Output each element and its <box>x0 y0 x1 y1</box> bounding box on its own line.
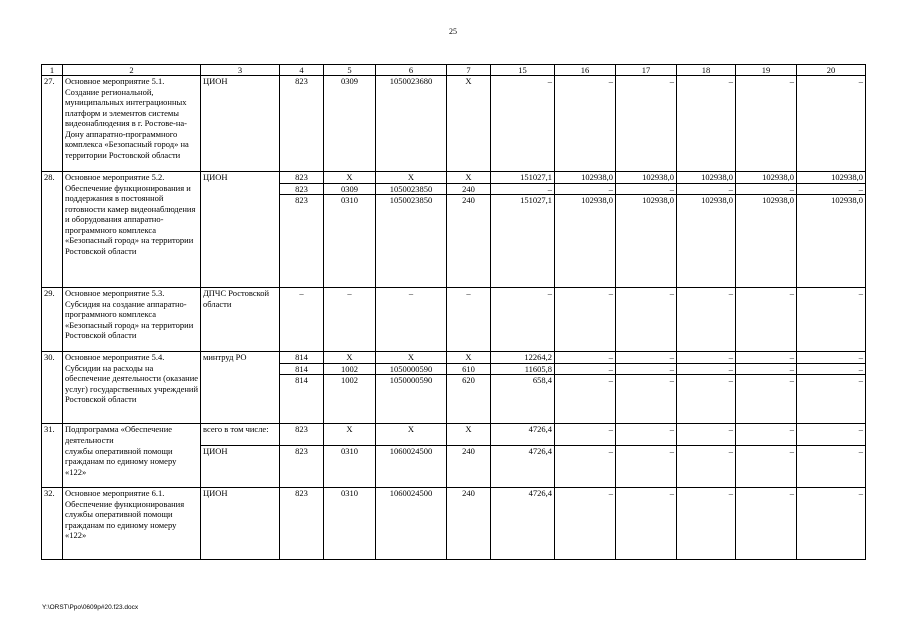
cell-value: – <box>789 488 794 498</box>
cell-value: 102938,0 <box>616 195 676 206</box>
table-row <box>42 172 866 288</box>
cell-value: 1050000590 <box>376 363 446 375</box>
cell-value: – <box>728 488 733 498</box>
value-column <box>324 76 376 172</box>
cell-value: 102938,0 <box>831 172 863 182</box>
cell-value: 240 <box>447 446 491 488</box>
cell-value: – <box>555 424 616 446</box>
value-column <box>555 288 616 352</box>
table-row <box>42 424 866 446</box>
value-column <box>555 488 616 560</box>
cell-value: Х <box>346 352 353 362</box>
value-column <box>447 76 491 172</box>
cell-value: – <box>555 375 615 386</box>
value-column <box>447 352 491 424</box>
table-row <box>42 446 866 488</box>
header-cell: 6 <box>376 65 447 76</box>
cell-value: – <box>797 363 865 375</box>
cell-value: 1050023850 <box>376 195 446 206</box>
value-column <box>797 288 866 352</box>
cell-value: 0309 <box>324 183 375 195</box>
cell-value: 823 <box>295 488 308 498</box>
cell-value: – <box>547 76 552 86</box>
cell-value: – <box>858 352 863 362</box>
cell-value: – <box>858 488 863 498</box>
cell-value: – <box>736 375 796 386</box>
value-column <box>280 488 324 560</box>
cell-value: Х <box>465 352 472 362</box>
cell-value: 823 <box>280 424 324 446</box>
cell-value: Х <box>376 424 447 446</box>
cell-value: – <box>858 76 863 86</box>
cell-value: 102938,0 <box>762 172 794 182</box>
cell-value: 0309 <box>341 76 358 86</box>
header-cell: 3 <box>201 65 280 76</box>
cell-value: 814 <box>280 375 323 386</box>
cell-value: – <box>736 424 797 446</box>
cell-value: Х <box>447 424 491 446</box>
value-column <box>736 172 797 288</box>
row-name: Подпрограмма «Обеспечение деятельности <box>63 424 201 446</box>
value-column <box>616 288 677 352</box>
header-cell: 19 <box>736 65 797 76</box>
cell-value: – <box>616 375 676 386</box>
cell-value: – <box>728 352 733 362</box>
value-column <box>376 352 447 424</box>
value-column <box>736 288 797 352</box>
cell-value: 620 <box>447 375 490 386</box>
cell-value: 823 <box>280 183 323 195</box>
cell-value: – <box>347 288 352 298</box>
row-executor: ЦИОН <box>201 172 280 288</box>
value-column <box>280 172 324 288</box>
cell-value: 1050000590 <box>376 375 446 386</box>
value-column <box>491 488 555 560</box>
cell-value: 102938,0 <box>555 195 615 206</box>
value-column <box>797 352 866 424</box>
cell-value: 1050023680 <box>389 76 433 86</box>
value-column <box>797 76 866 172</box>
cell-value: – <box>669 76 674 86</box>
cell-value: 1060024500 <box>376 446 447 488</box>
row-name: Основное мероприятие 5.1. Создание региональной, муниципальных интеграционных платформ и элементов системы видеонаблюдения в г. Ростове-на-Дону аппаратно-программного комплекса «Безопасный город» на территории Ростовской области <box>63 76 201 172</box>
cell-value: 240 <box>462 488 475 498</box>
cell-value: – <box>789 352 794 362</box>
cell-value: 102938,0 <box>701 172 733 182</box>
cell-value: 1002 <box>324 375 375 386</box>
cell-value: Х <box>346 172 353 182</box>
cell-value: 11605,8 <box>491 363 554 375</box>
value-column <box>677 172 736 288</box>
cell-value: 102938,0 <box>736 195 796 206</box>
row-name: Основное мероприятие 6.1. Обеспечение функционирования службы оперативной помощи гражданам по единому номеру «122» <box>63 488 201 560</box>
value-column <box>280 76 324 172</box>
row-name: службы оперативной помощи гражданам по единому номеру «122» <box>63 446 201 488</box>
value-column <box>736 76 797 172</box>
cell-value: – <box>677 183 735 195</box>
cell-value: – <box>677 363 735 375</box>
table-row <box>42 288 866 352</box>
cell-value: 102938,0 <box>797 195 865 206</box>
cell-value: – <box>608 288 613 298</box>
header-row <box>42 65 866 76</box>
cell-value: 823 <box>295 76 308 86</box>
cell-value: 823 <box>295 172 308 182</box>
row-name: Основное мероприятие 5.3. Субсидия на создание аппаратно-программного комплекса «Безопасный город» на территории Ростовской области <box>63 288 201 352</box>
cell-value: 4726,4 <box>528 488 552 498</box>
value-column <box>616 76 677 172</box>
cell-value: 102938,0 <box>677 195 735 206</box>
cell-value: 102938,0 <box>642 172 674 182</box>
cell-value: 240 <box>447 183 490 195</box>
cell-value: – <box>466 288 471 298</box>
cell-value: 814 <box>295 352 308 362</box>
footer-file-path: Y:\ORST\Ppo\0609p#20.f23.docx <box>42 604 139 611</box>
value-column <box>491 288 555 352</box>
cell-value: – <box>797 424 866 446</box>
cell-value: 814 <box>280 363 323 375</box>
cell-value: – <box>797 375 865 386</box>
value-column <box>447 488 491 560</box>
value-column <box>616 172 677 288</box>
cell-value: – <box>616 183 676 195</box>
cell-value: 240 <box>447 195 490 206</box>
value-column <box>280 352 324 424</box>
header-cell: 17 <box>616 65 677 76</box>
cell-value: – <box>728 288 733 298</box>
cell-value: – <box>608 76 613 86</box>
cell-value: Х <box>407 172 415 182</box>
cell-value: 4726,4 <box>491 446 555 488</box>
cell-value: – <box>669 352 674 362</box>
cell-value: – <box>616 363 676 375</box>
value-column <box>797 488 866 560</box>
value-column <box>555 352 616 424</box>
page-number: 25 <box>449 27 457 36</box>
cell-value: 0310 <box>341 488 358 498</box>
cell-value: – <box>555 183 615 195</box>
cell-value: 1002 <box>324 363 375 375</box>
cell-value: – <box>608 488 613 498</box>
row-name: Основное мероприятие 5.2. Обеспечение функционирования и поддержания в постоянной готовности камер видеонаблюдения и оборудования аппаратно-программного комплекса «Безопасный город» на территории Ростовской области <box>63 172 201 288</box>
row-executor: ДПЧС Ростовской области <box>201 288 280 352</box>
value-column <box>555 76 616 172</box>
value-column <box>376 488 447 560</box>
header-cell: 5 <box>324 65 376 76</box>
cell-value: – <box>736 446 797 488</box>
value-column <box>324 488 376 560</box>
header-cell: 16 <box>555 65 616 76</box>
cell-value: – <box>736 363 796 375</box>
header-cell: 7 <box>447 65 491 76</box>
budget-table <box>41 64 866 560</box>
cell-value: – <box>299 288 304 298</box>
value-column <box>376 288 447 352</box>
value-column <box>280 288 324 352</box>
cell-value: 102938,0 <box>581 172 613 182</box>
row-executor: минтруд РО <box>201 352 280 424</box>
value-column <box>491 76 555 172</box>
row-executor: ЦИОН <box>201 76 280 172</box>
value-column <box>324 352 376 424</box>
cell-value: – <box>736 183 796 195</box>
cell-value: 151027,1 <box>520 172 552 182</box>
value-column <box>447 288 491 352</box>
table-row <box>42 352 866 424</box>
value-column <box>376 172 447 288</box>
cell-value: 823 <box>280 195 323 206</box>
cell-value: – <box>669 488 674 498</box>
value-column <box>677 288 736 352</box>
value-column <box>677 76 736 172</box>
table-row <box>42 76 866 172</box>
cell-value: – <box>728 76 733 86</box>
value-column <box>376 76 447 172</box>
value-column <box>324 288 376 352</box>
value-column <box>491 352 555 424</box>
row-number: 30. <box>42 352 63 424</box>
value-column <box>616 488 677 560</box>
cell-value: – <box>555 363 615 375</box>
table-row <box>42 488 866 560</box>
cell-value: – <box>616 446 677 488</box>
cell-value: – <box>858 288 863 298</box>
cell-value: – <box>797 183 865 195</box>
cell-value: – <box>789 288 794 298</box>
cell-value: 823 <box>280 446 324 488</box>
cell-value: 151027,1 <box>491 195 554 206</box>
value-column <box>677 488 736 560</box>
cell-value: 658,4 <box>491 375 554 386</box>
cell-value: – <box>555 446 616 488</box>
cell-value: – <box>677 424 736 446</box>
cell-value: 1060024500 <box>389 488 433 498</box>
cell-value: Х <box>465 76 472 86</box>
header-cell: 20 <box>797 65 866 76</box>
cell-value: – <box>408 288 414 298</box>
cell-value: 610 <box>447 363 490 375</box>
header-cell: 18 <box>677 65 736 76</box>
cell-value: – <box>677 446 736 488</box>
cell-value: – <box>789 76 794 86</box>
row-number: 28. <box>42 172 63 288</box>
row-executor: всего в том числе: <box>201 424 280 446</box>
value-column <box>491 172 555 288</box>
cell-value: – <box>547 288 552 298</box>
cell-value: – <box>491 183 554 195</box>
header-cell: 1 <box>42 65 63 76</box>
cell-value: 0310 <box>324 446 376 488</box>
cell-value: 0310 <box>324 195 375 206</box>
row-executor: ЦИОН <box>201 446 280 488</box>
cell-value: – <box>616 424 677 446</box>
value-column <box>555 172 616 288</box>
cell-value: Х <box>324 424 376 446</box>
row-name: Основное мероприятие 5.4. Субсидии на расходы на обеспечение деятельности (оказание услуг) государственных учреждений Ростовской области <box>63 352 201 424</box>
header-cell: 15 <box>491 65 555 76</box>
row-number: 31. <box>42 424 63 488</box>
value-column <box>736 488 797 560</box>
cell-value: Х <box>407 352 415 362</box>
value-column <box>797 172 866 288</box>
cell-value: 12264,2 <box>524 352 552 362</box>
cell-value: – <box>608 352 613 362</box>
value-column <box>736 352 797 424</box>
cell-value: – <box>797 446 866 488</box>
cell-value: Х <box>465 172 472 182</box>
value-column <box>616 352 677 424</box>
value-column <box>447 172 491 288</box>
cell-value: 1050023850 <box>376 183 446 195</box>
row-number: 29. <box>42 288 63 352</box>
value-column <box>324 172 376 288</box>
cell-value: – <box>677 375 735 386</box>
row-number: 32. <box>42 488 63 560</box>
row-executor: ЦИОН <box>201 488 280 560</box>
header-cell: 2 <box>63 65 201 76</box>
value-column <box>677 352 736 424</box>
header-cell: 4 <box>280 65 324 76</box>
cell-value: – <box>669 288 674 298</box>
row-number: 27. <box>42 76 63 172</box>
cell-value: 4726,4 <box>491 424 555 446</box>
